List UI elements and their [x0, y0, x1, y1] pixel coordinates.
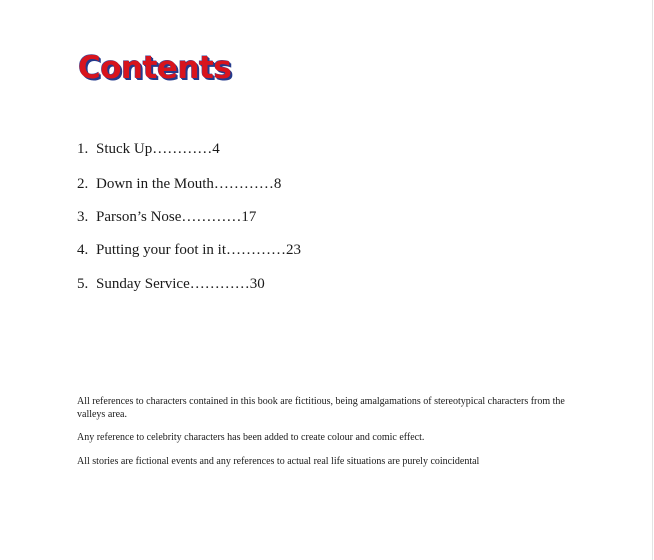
toc-entry-number: 2. — [77, 176, 89, 192]
toc-entry-text: Sunday Service…………30 — [96, 276, 265, 292]
toc-entry — [77, 175, 281, 193]
page-edge-divider — [652, 0, 653, 560]
toc-entry — [77, 275, 265, 293]
toc-entry-number: 3. — [77, 209, 89, 225]
toc-entry — [77, 208, 256, 226]
toc-entry-number: 5. — [77, 276, 89, 292]
disclaimer-characters: All references to characters contained in this book are fictitious, being amalgamations of stereotypical characters from the valleys area. — [77, 396, 565, 420]
disclaimer-notes — [77, 396, 587, 479]
toc-entry-text: Down in the Mouth…………8 — [96, 176, 282, 192]
toc-entry — [77, 140, 220, 158]
toc-entry-text: Putting your foot in it…………23 — [96, 242, 302, 258]
toc-entry-text: Parson’s Nose…………17 — [96, 209, 257, 225]
toc-entry-number: 4. — [77, 242, 89, 258]
toc-entry-number: 1. — [77, 141, 89, 157]
contents-title: Contents — [78, 50, 232, 86]
disclaimer-fictional: All stories are fictional events and any references to actual real life situations are purely coincidental — [77, 455, 480, 467]
disclaimer-celebrity: Any reference to celebrity characters has been added to create colour and comic effect. — [77, 432, 425, 443]
toc-entry-text: Stuck Up…………4 — [96, 141, 220, 157]
toc-entry — [77, 241, 301, 259]
